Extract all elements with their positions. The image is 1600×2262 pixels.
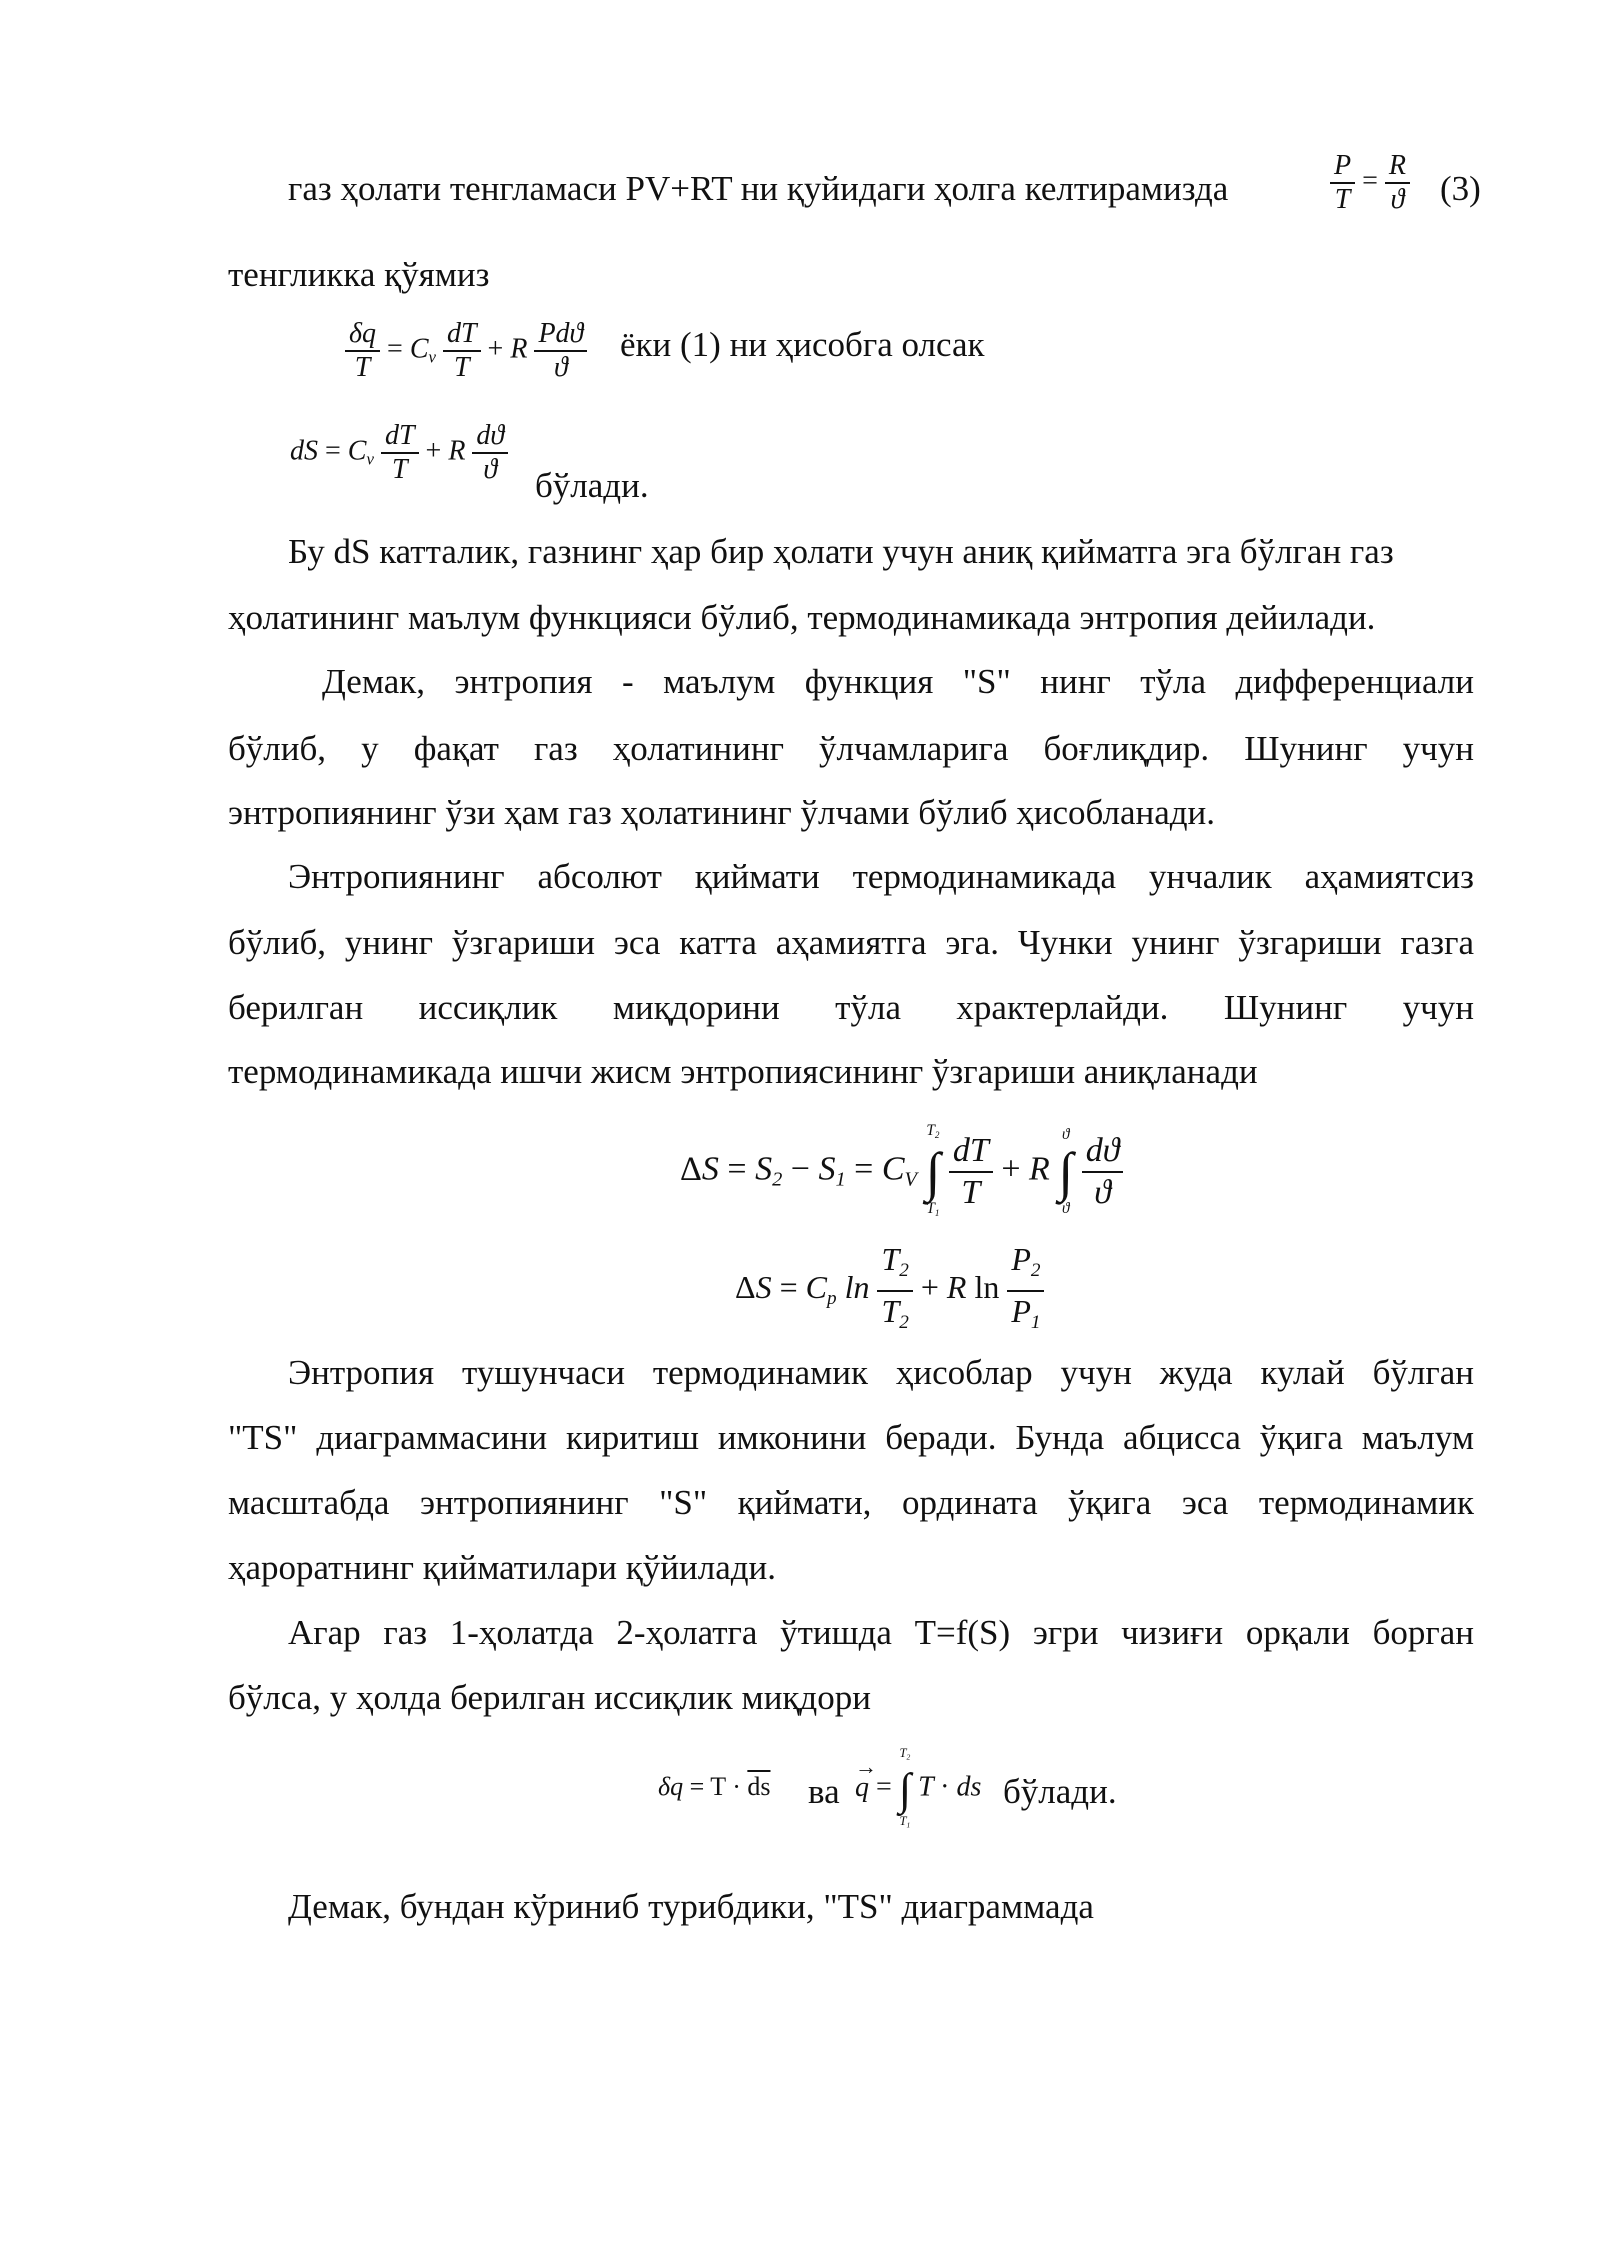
text-line: Энтропия тушунчаси термодинамик ҳисоблар учун жуда кулай бўлган	[288, 1353, 1474, 1392]
text-line: Бу dS катталик, газнинг ҳар бир ҳолати учун аниқ қийматга эга бўлган газ	[288, 532, 1394, 571]
equation-number: (3)	[1440, 169, 1481, 208]
text-line: берилган иссиқлик миқдорини тўла храктерлайди. Шунинг учун	[228, 988, 1474, 1027]
text-line: бўлса, у ҳолда берилган иссиқлик миқдори	[228, 1678, 871, 1717]
text-line: Демак, бундан кўриниб турибдики, "TS" диаграммада	[288, 1887, 1094, 1926]
text-line: ҳароратнинг қийматилари қўйилади.	[228, 1548, 777, 1587]
formula-dq: $\frac{\delta q}{T}$ = $C_v$ $\frac{dT}{T}$ + R $\frac{\text{Pdϑ}}{ϑ}$	[345, 318, 587, 384]
text-line: Агар газ 1-ҳолатда 2-ҳолатга ўтишда T=f(S) эгри чизиғи орқали борган	[288, 1613, 1474, 1652]
formula-eq3: $\frac{P}{T}$ = $\frac{R}{ϑ}$	[1330, 150, 1410, 216]
text-line: бўлиб, у фақат газ ҳолатининг ўлчамларига боғлиқдир. Шунинг учун	[228, 729, 1474, 768]
formula-deltaS-integral: $\Delta S = S_2 - S_1 = C_V$ $T_2$ ∫ $T_1$ $\frac{dT}{T}$ + R ϑ ∫ ϑ $\frac{dϑ}{ϑ}$	[680, 1122, 1123, 1222]
text-line: масштабда энтропиянинг "S" қиймати, ордината ўқига эса термодинамик	[228, 1483, 1474, 1522]
text-line: ва	[808, 1772, 840, 1811]
text-line: Энтропиянинг абсолют қиймати термодинамикада унчалик аҳамиятсиз	[288, 857, 1474, 896]
text-line: тенгликка қўямиз	[228, 255, 490, 294]
text-line: "TS" диаграммасини киритиш имконини беради. Бунда абцисса ўқига маълум	[228, 1418, 1474, 1457]
formula-deltaS-ln: $\Delta S = C_p$ ln $\frac{T_2}{T_2}$ + R ln $\frac{P_2}{P_1}$	[735, 1240, 1044, 1342]
text-line: термодинамикада ишчи жисм энтропиясининг ўзгариши аниқланади	[228, 1052, 1258, 1091]
text-line: Демак, энтропия - маълум функция "S" нинг тўла дифференциали	[322, 662, 1474, 701]
formula-ds: dS = $C_v$ $\frac{dT}{T}$ + R $\frac{dϑ}{ϑ}$	[290, 420, 508, 486]
text-line: газ ҳолати тенгламаси PV+RT ни қуйидаги ҳолга келтирамизда	[288, 169, 1229, 208]
text-line: ёки (1) ни ҳисобга олсак	[620, 325, 985, 364]
text-line: энтропиянинг ўзи ҳам газ ҳолатининг ўлчами бўлиб ҳисобланади.	[228, 793, 1216, 832]
formula-dq-tds: $\delta q = T \cdot \overline{ds}$	[658, 1772, 771, 1801]
formula-q-integral: q → = $T_2$ ∫ $T_1$ T · ds	[855, 1746, 982, 1830]
text-line: ҳолатининг маълум функцияси бўлиб, термодинамикада энтропия дейилади.	[228, 598, 1376, 637]
text-line: бўлиб, унинг ўзгариши эса катта аҳамиятга эга. Чунки унинг ўзгариши газга	[228, 923, 1474, 962]
text-line: бўлади.	[535, 466, 649, 505]
text-line: бўлади.	[1003, 1772, 1117, 1811]
